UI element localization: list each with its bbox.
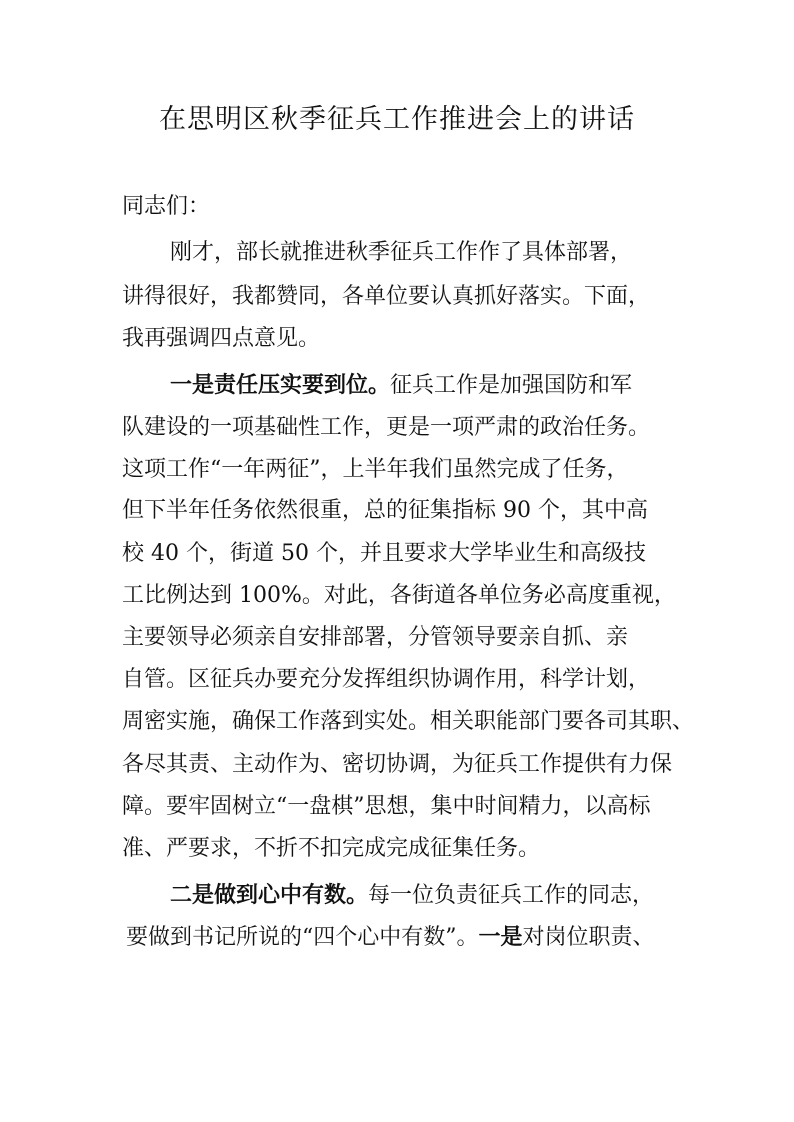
intro-line-2: 讲得很好，我都赞同，各单位要认真抓好落实。下面， xyxy=(122,284,651,309)
section1-line-8: 自管。区征兵办要充分发挥组织协调作用，科学计划， xyxy=(122,667,651,692)
section1-line-2: 队建设的一项基础性工作，更是一项严肃的政治任务。 xyxy=(122,415,651,440)
section1-line-10: 各尽其责、主动作为、密切协调，为征兵工作提供有力保 xyxy=(122,752,673,777)
section2-heading: 二是做到心中有数。 xyxy=(170,883,369,908)
intro-line-1: 刚才，部长就推进秋季征兵工作作了具体部署， xyxy=(170,240,633,265)
section1-line-11: 障。要牢固树立“一盘棋”思想，集中时间精力，以高标 xyxy=(122,794,651,819)
salutation: 同志们： xyxy=(122,194,211,219)
section2-point-one: 一是 xyxy=(478,925,523,950)
section2-line-2 xyxy=(126,922,655,954)
section1-line-3: 这项工作“一年两征”，上半年我们虽然完成了任务， xyxy=(122,457,629,482)
intro-line-3: 我再强调四点意见。 xyxy=(122,326,321,351)
section2-line2-tail: 对岗位职责、 xyxy=(522,925,655,950)
section1-line-9: 周密实施，确保工作落到实处。相关职能部门要各司其职、 xyxy=(122,709,695,734)
section1-line-7: 主要领导必须亲自安排部署，分管领导要亲自抓、亲 xyxy=(122,625,629,650)
section1-heading: 一是责任压实要到位。 xyxy=(170,373,391,398)
section1-line-5: 校 40 个，街道 50 个，并且要求大学毕业生和高级技 xyxy=(122,541,646,566)
section1-line-12: 准、严要求，不折不扣完成完成征集任务。 xyxy=(122,836,541,861)
section1-line-4: 但下半年任务依然很重，总的征集指标 90 个，其中高 xyxy=(122,498,648,523)
section2-lead: 每一位负责征兵工作的同志， xyxy=(368,883,655,908)
section2-first-line xyxy=(170,880,654,912)
document-title: 在思明区秋季征兵工作推进会上的讲话 xyxy=(159,104,635,135)
section1-line-6: 工比例达到 100%。对此，各街道各单位务必高度重视， xyxy=(122,583,676,608)
section1-first-line xyxy=(170,370,632,402)
section1-lead: 征兵工作是加强国防和军 xyxy=(390,373,633,398)
section2-line2-text: 要做到书记所说的“四个心中有数”。 xyxy=(126,925,479,950)
